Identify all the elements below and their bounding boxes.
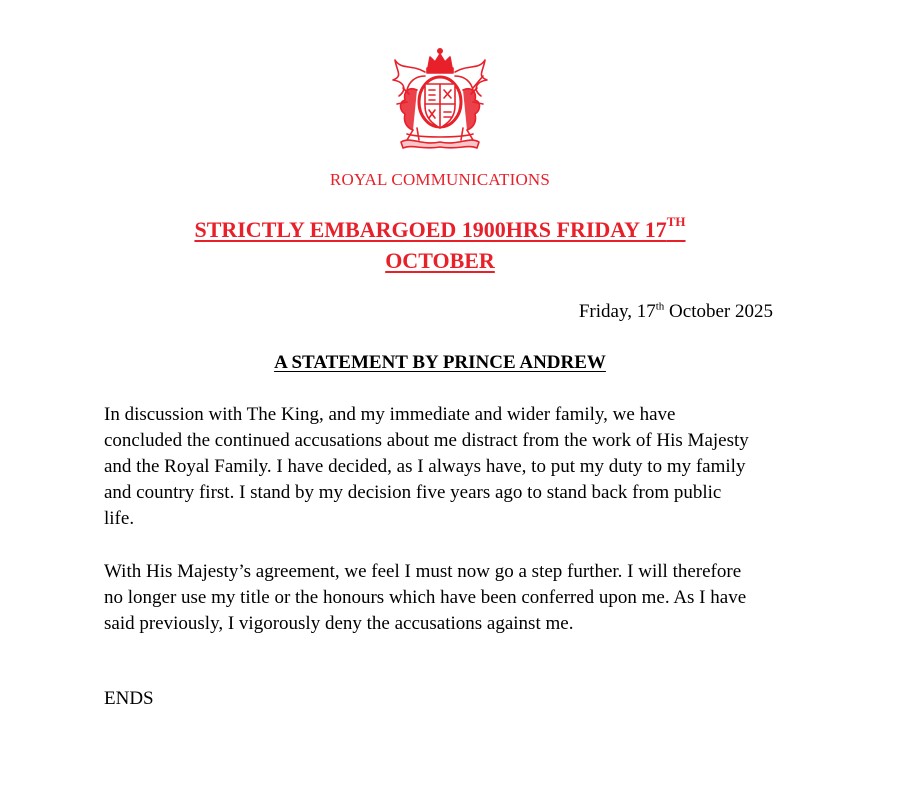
ends-marker: ENDS xyxy=(104,688,154,709)
statement-paragraph: In discussion with The King, and my immediate and wider family, we have concluded the continued accusations about me distract from the work of His Majesty and the Royal Family. I have decided, as I always have, to put my duty to my family and country first. I stand by my decision five years ago to stand back from public life. xyxy=(104,404,749,529)
date-ordinal: th xyxy=(655,300,665,313)
date-prefix: Friday, 17 xyxy=(578,301,656,322)
release-date xyxy=(579,301,773,323)
embargo-notice xyxy=(0,214,880,276)
statement-paragraph: With His Majesty’s agreement, we feel I must now go a step further. I will therefore no longer use my title or the honours which have been conferred upon me. As I have said previously, I vigorously deny the accusations against me. xyxy=(104,561,747,634)
royal-coat-of-arms-icon xyxy=(381,46,499,152)
statement-title: A STATEMENT BY PRINCE ANDREW xyxy=(274,352,606,373)
embargo-line-main: STRICTLY EMBARGOED 1900HRS FRIDAY 17 xyxy=(194,217,667,242)
embargo-line-tail: OCTOBER xyxy=(385,248,495,273)
date-rest: October 2025 xyxy=(664,301,773,322)
embargo-ordinal: TH xyxy=(666,213,686,229)
office-title: ROYAL COMMUNICATIONS xyxy=(329,170,551,189)
